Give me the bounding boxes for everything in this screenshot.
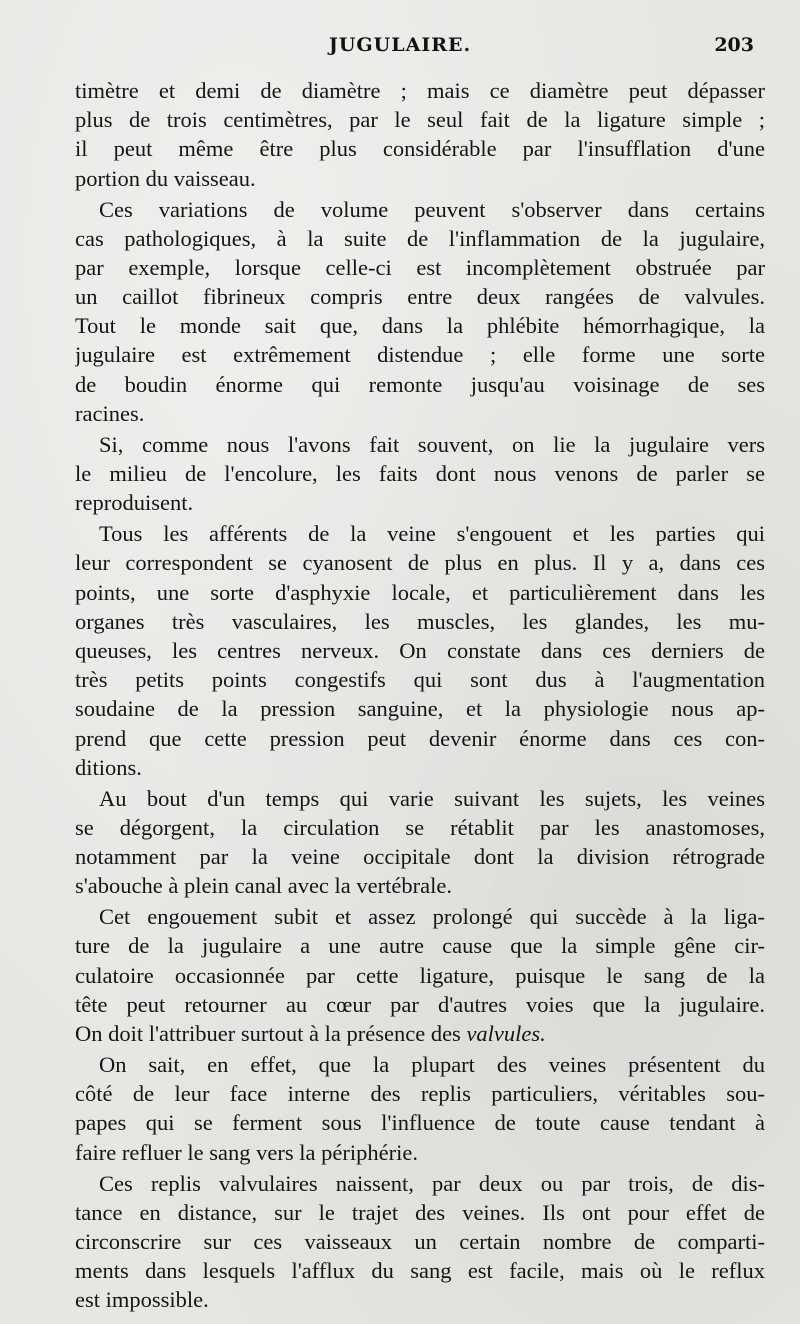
text-line: ture de la jugulaire a une autre cause que la simple gêne cir- [75,933,765,959]
text-line: faire refluer le sang vers la périphérie. [75,1139,418,1165]
text-line: circonscrire sur ces vaisseaux un certain nombre de comparti- [75,1228,765,1254]
text-line: le milieu de l'encolure, les faits dont nous venons de parler se [75,461,765,487]
text-line: Ces variations de volume peuvent s'observer dans certains [99,196,765,222]
text-line: points, une sorte d'asphyxie locale, et particulièrement dans les [75,579,765,605]
text-line: Cet engouement subit et assez prolongé qui succède à la liga- [99,904,765,930]
italic-term: valvules. [466,1020,546,1046]
text-line: par exemple, lorsque celle-ci est incomplètement obstruée par [75,254,765,280]
text-line: un caillot fibrineux compris entre deux rangées de valvules. [75,284,765,310]
text-segment: On doit l'attribuer surtout à la présence des [75,1020,467,1046]
text-line: tance en distance, sur le trajet des veines. Ils ont pour effet de [75,1199,765,1225]
text-line: est impossible. [75,1287,209,1313]
paragraph [75,430,765,518]
text-line: culatoire occasionnée par cette ligature, puisque le sang de la [75,962,765,988]
text-line: il peut même être plus considérable par l'insufflation d'une [75,136,765,162]
text-line: soudaine de la pression sanguine, et la physiologie nous ap- [75,696,765,722]
paragraph [75,195,765,429]
paragraph [75,902,765,1048]
text-line: timètre et demi de diamètre ; mais ce diamètre peut dépasser [75,78,765,103]
text-line: se dégorgent, la circulation se rétablit par les anastomoses, [75,814,765,840]
text-line: leur correspondent se cyanosent de plus en plus. Il y a, dans ces [75,550,765,576]
text-line: ments dans lesquels l'afflux du sang est facile, mais où le reflux [75,1258,765,1284]
text-line: Si, comme nous l'avons fait souvent, on lie la jugulaire vers [99,431,765,457]
paragraph [75,784,765,901]
text-line: On sait, en effet, que la plupart des veines présentent du [99,1051,765,1077]
paragraph [75,1169,765,1315]
text-line: plus de trois centimètres, par le seul fait de la ligature simple ; [75,107,765,133]
text-body [75,76,765,1314]
text-line: jugulaire est extrêmement distendue ; elle forme une sorte [75,342,765,368]
text-line: Au bout d'un temps qui varie suivant les sujets, les veines [99,785,765,811]
paragraph [75,519,765,782]
running-head [0,34,800,58]
text-line: s'abouche à plein canal avec la vertébrale. [75,873,452,899]
text-line: Ces replis valvulaires naissent, par deux ou par trois, de dis- [99,1170,765,1196]
text-line: portion du vaisseau. [75,165,256,191]
text-line: tête peut retourner au cœur par d'autres voies que la jugulaire. [75,991,765,1017]
text-line: côté de leur face interne des replis particuliers, véritables sou- [75,1081,765,1107]
text-line: Tous les afférents de la veine s'engouent et les parties qui [99,521,765,547]
text-line: reproduisent. [75,490,194,516]
text-line: racines. [75,400,145,426]
text-line: organes très vasculaires, les muscles, les glandes, les mu- [75,608,765,634]
text-line: Tout le monde sait que, dans la phlébite hémorrhagique, la [75,313,765,339]
text-line: très petits points congestifs qui sont dus à l'augmentation [75,667,765,693]
text-line: papes qui se ferment sous l'influence de toute cause tendant à [75,1110,765,1136]
paragraph [75,76,765,193]
text-line: cas pathologiques, à la suite de l'inflammation de la jugulaire, [75,225,765,251]
page-number: 203 [714,34,754,56]
text-line [75,1019,765,1048]
paragraph [75,1050,765,1167]
text-line: prend que cette pression peut devenir énorme dans ces con- [75,725,765,751]
text-line: queuses, les centres nerveux. On constate dans ces derniers de [75,637,765,663]
running-title: JUGULAIRE. [328,34,472,56]
text-line: de boudin énorme qui remonte jusqu'au voisinage de ses [75,371,765,397]
text-line: notamment par la veine occipitale dont la division rétrograde [75,844,765,870]
text-line: ditions. [75,754,142,780]
